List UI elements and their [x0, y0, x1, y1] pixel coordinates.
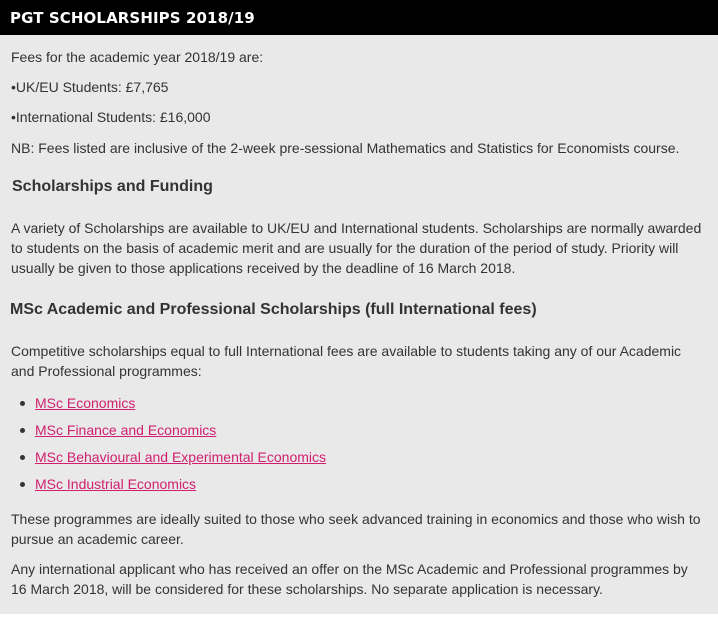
msc-heading: MSc Academic and Professional Scholarships (full International fees) — [10, 301, 537, 318]
programmes-suited: These programmes are ideally suited to those who seek advanced training in economics and those who wish to pursue an academic career. — [11, 511, 701, 547]
fees-intro: Fees for the academic year 2018/19 are: — [11, 49, 264, 65]
bullet-icon — [20, 428, 25, 433]
msc-intro: Competitive scholarships equal to full International fees are available to students taking any of our Academic and Professional programmes: — [11, 343, 682, 379]
list-item — [20, 420, 216, 440]
list-item — [20, 447, 326, 467]
programme-link-msc-finance-economics[interactable]: MSc Finance and Economics — [35, 422, 217, 438]
fees-note: NB: Fees listed are inclusive of the 2-week pre-sessional Mathematics and Statistics for Economists course. — [11, 140, 680, 156]
bullet-icon — [20, 401, 25, 406]
scholarships-body: A variety of Scholarships are available to UK/EU and International students. Scholarships are normally awarded to students on the basis of academic merit and are usually for the duration of the period of study. Priority will usually be given to those applications received by the deadline of 16 March 2018. — [11, 220, 702, 276]
programme-link-msc-industrial-economics[interactable]: MSc Industrial Economics — [35, 476, 197, 492]
bullet-icon — [20, 482, 25, 487]
eligibility-note: Any international applicant who has received an offer on the MSc Academic and Professional programmes by 16 March 2018, will be considered for these scholarships. No separate application is necessary. — [11, 561, 688, 597]
programme-link-msc-economics[interactable]: MSc Economics — [35, 395, 136, 411]
scholarships-heading: Scholarships and Funding — [12, 178, 213, 195]
bullet-icon — [20, 455, 25, 460]
list-item — [20, 393, 135, 413]
panel-title: PGT SCHOLARSHIPS 2018/19 — [0, 0, 718, 35]
fees-international: •International Students: £16,000 — [11, 109, 211, 125]
programme-link-msc-behavioural-experimental[interactable]: MSc Behavioural and Experimental Economics — [35, 449, 327, 465]
fees-uk-eu: •UK/EU Students: £7,765 — [11, 79, 169, 95]
list-item — [20, 474, 196, 494]
